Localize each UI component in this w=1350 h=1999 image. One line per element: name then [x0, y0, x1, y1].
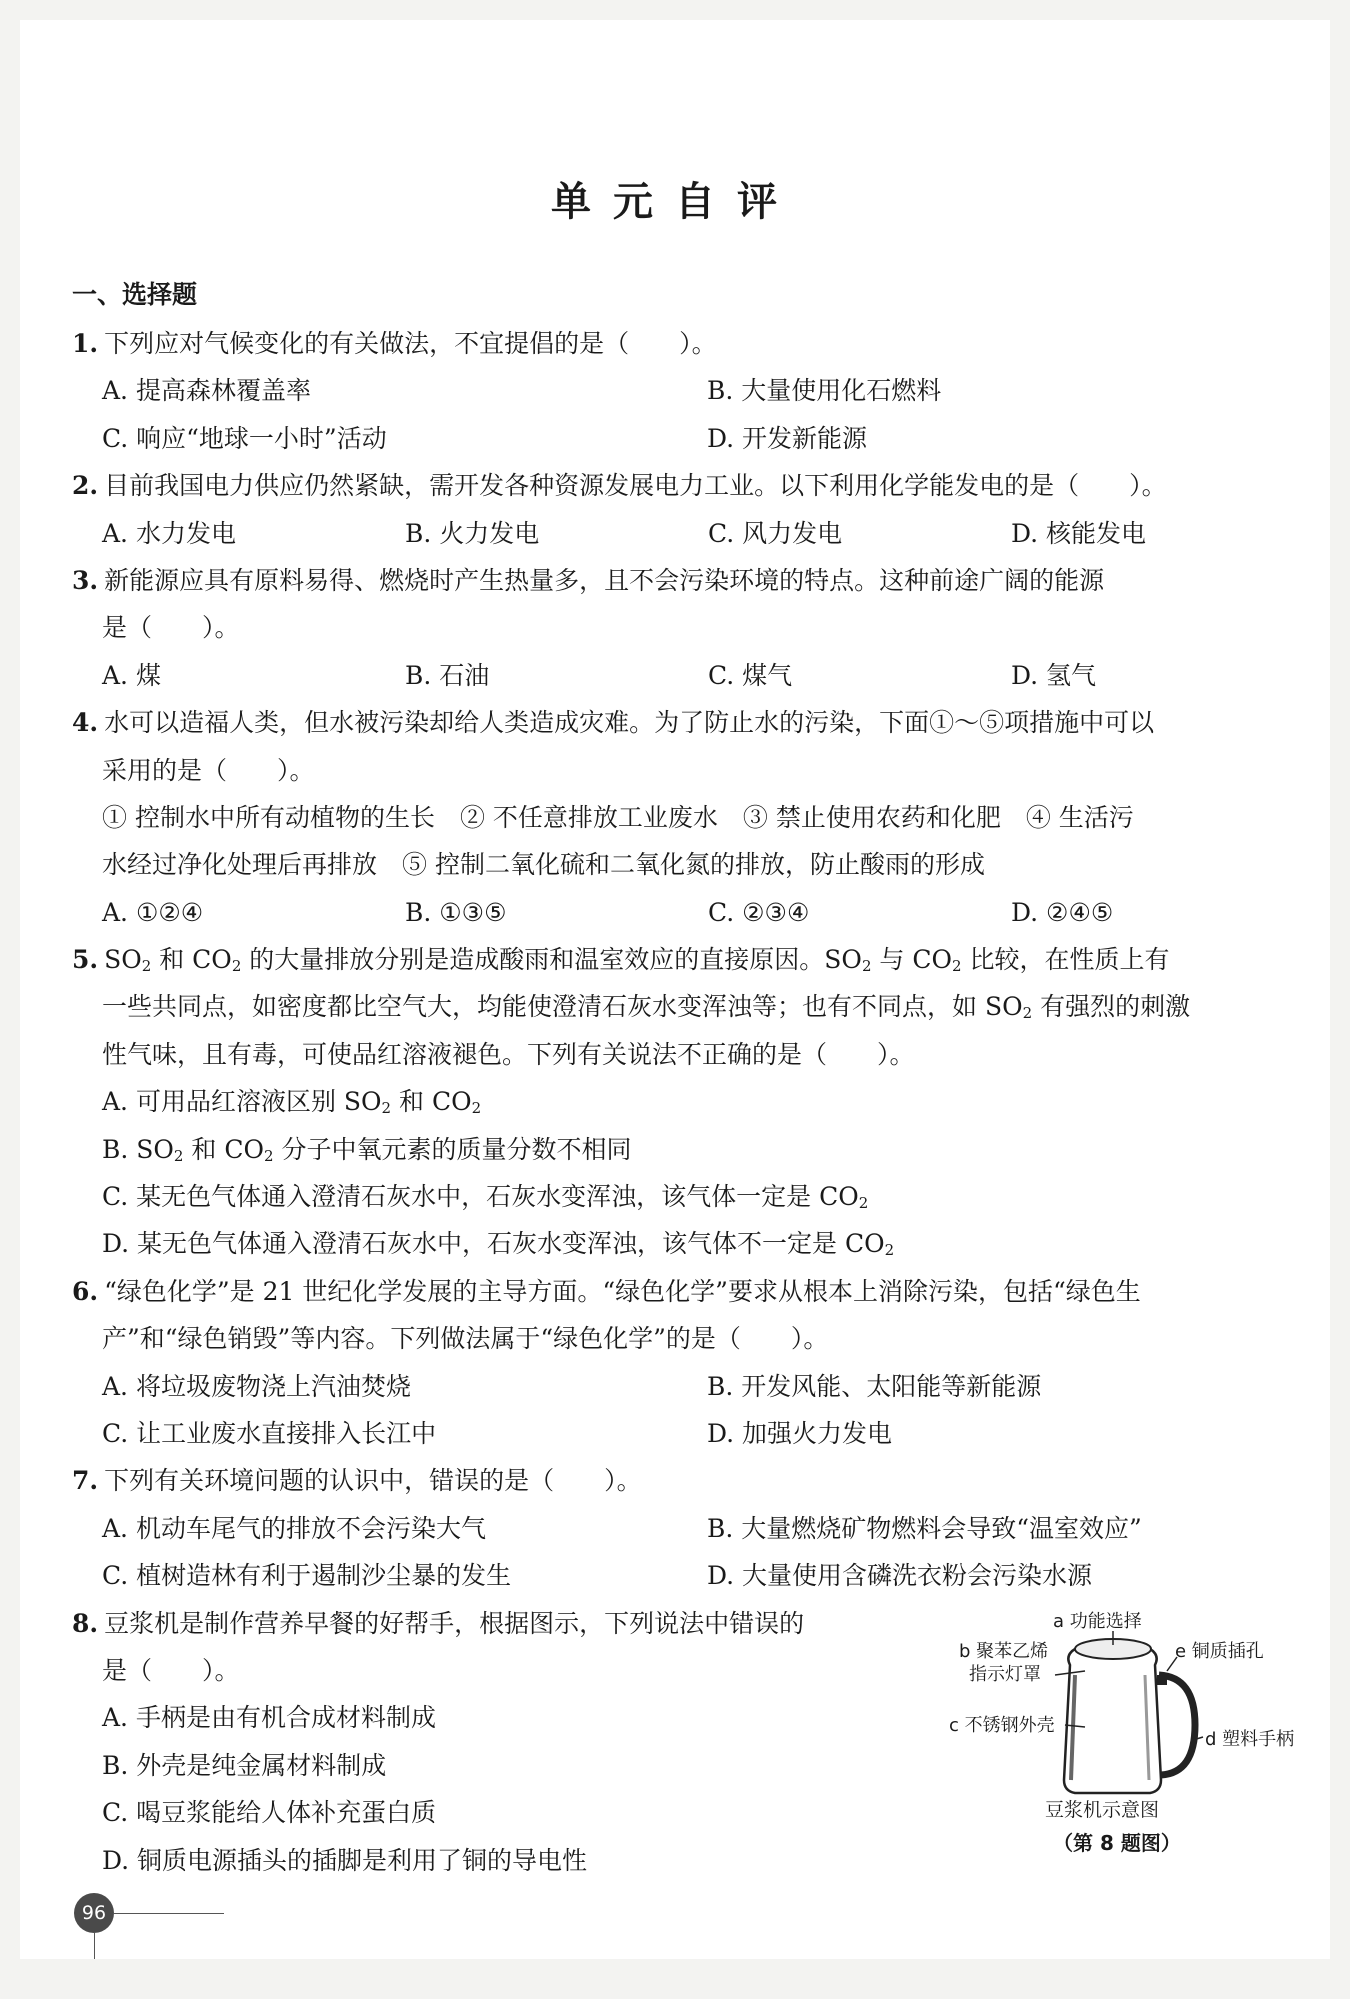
workbook-page [20, 20, 1330, 1959]
question-6-stem-cont: 产”和“绿色销毁”等内容。下列做法属于“绿色化学”的是（ ）。 [102, 1324, 829, 1354]
option-a: A. 提高森林覆盖率 [102, 376, 311, 406]
option-a: A. 将垃圾废物浇上汽油焚烧 [102, 1371, 411, 1401]
question-6-options-cd [72, 1410, 1287, 1457]
question-8-option-c: C. 喝豆浆能给人体补充蛋白质 [102, 1798, 437, 1828]
option-b: B. 火力发电 [405, 518, 540, 548]
question-4-stem: 4. 水可以造福人类，但水被污染却给人类造成灾难。为了防止水的污染，下面①～⑤项措施中可以 [72, 708, 1155, 738]
question-1-stem: 1. 下列应对气候变化的有关做法，不宜提倡的是（ ）。 [72, 329, 717, 358]
option-d: D. 开发新能源 [707, 423, 868, 453]
question-2-stem: 2. 目前我国电力供应仍然紧缺，需开发各种资源发展电力工业。以下利用化学能发电的是（ ）。 [72, 471, 1167, 501]
option-b: B. 大量燃烧矿物燃料会导致“温室效应” [707, 1513, 1142, 1543]
page-number-tick [94, 1933, 95, 1959]
option-a: A. 煤 [102, 660, 161, 690]
question-7-options-ab [72, 1505, 1287, 1552]
question-8-option-d: D. 铜质电源插头的插脚是利用了铜的导电性 [102, 1845, 588, 1875]
question-5-option-a: A. 可用品红溶液区别 $SO_2$ 和 $CO_2$ [102, 1087, 482, 1118]
option-c: C. 植树造林有利于遏制沙尘暴的发生 [102, 1561, 512, 1591]
option-b: B. 开发风能、太阳能等新能源 [707, 1371, 1042, 1401]
question-8-stem-cont: 是（ ）。 [102, 1655, 240, 1685]
option-d: D. 氢气 [1011, 660, 1097, 690]
question-1-options-ab [72, 367, 1287, 414]
question-3-stem: 3. 新能源应具有原料易得、燃烧时产生热量多，且不会污染环境的特点。这种前途广阔的能源 [72, 565, 1105, 595]
label-steel-shell: c 不锈钢外壳 [949, 1715, 1055, 1736]
question-3-stem-cont: 是（ ）。 [102, 613, 240, 643]
question-6-options-ab [72, 1363, 1287, 1410]
label-indicator-cover: b 聚苯乙烯 [959, 1641, 1049, 1662]
question-4-measures-1: ① 控制水中所有动植物的生长 ② 不任意排放工业废水 ③ 禁止使用农药和化肥 ④ 生活污 [102, 802, 1134, 832]
label-plastic-handle: d 塑料手柄 [1205, 1729, 1295, 1750]
question-2-options [72, 510, 1287, 557]
figure-name: 豆浆机示意图 [1045, 1799, 1160, 1821]
figure-caption: （第 8 题图） [1053, 1831, 1181, 1855]
option-c: C. 煤气 [708, 660, 793, 690]
option-d: D. 核能发电 [1011, 518, 1147, 548]
option-c: C. 响应“地球一小时”活动 [102, 423, 387, 453]
option-d: D. 大量使用含磷洗衣粉会污染水源 [707, 1561, 1093, 1591]
question-5-option-b: B. $SO_2$ 和 $CO_2$ 分子中氧元素的质量分数不相同 [102, 1134, 632, 1165]
page-number-rule [114, 1913, 224, 1914]
question-6-stem: 6. “绿色化学”是 21 世纪化学发展的主导方面。“绿色化学”要求从根本上消除污染，包括“绿色生 [72, 1276, 1141, 1306]
question-5-option-d: D. 某无色气体通入澄清石灰水中，石灰水变浑浊，该气体不一定是 $CO_2$ [102, 1229, 895, 1260]
question-4-measures-2: 水经过净化处理后再排放 ⑤ 控制二氧化硫和二氧化氮的排放，防止酸雨的形成 [102, 850, 985, 880]
question-8-stem: 8. 豆浆机是制作营养早餐的好帮手，根据图示，下列说法中错误的 [72, 1608, 805, 1638]
label-function-select: a 功能选择 [1053, 1611, 1142, 1632]
question-7-stem: 7. 下列有关环境问题的认识中，错误的是（ ）。 [72, 1466, 642, 1496]
label-copper-socket: e 铜质插孔 [1175, 1641, 1264, 1662]
question-1-options-cd [72, 415, 1287, 462]
option-c: C. ②③④ [708, 897, 810, 927]
option-d: D. ②④⑤ [1011, 897, 1114, 927]
question-4-stem-cont: 采用的是（ ）。 [102, 755, 315, 785]
question-8-option-a: A. 手柄是由有机合成材料制成 [102, 1703, 436, 1733]
question-7-options-cd [72, 1552, 1287, 1599]
page-number: 96 [74, 1893, 114, 1933]
option-b: B. 石油 [405, 660, 490, 690]
option-c: C. 风力发电 [708, 518, 843, 548]
question-8-option-b: B. 外壳是纯金属材料制成 [102, 1750, 387, 1780]
option-b: B. 大量使用化石燃料 [707, 376, 942, 406]
option-d: D. 加强火力发电 [707, 1418, 893, 1448]
option-b: B. ①③⑤ [405, 897, 507, 927]
option-c: C. 让工业废水直接排入长江中 [102, 1418, 437, 1448]
option-a: A. 机动车尾气的排放不会污染大气 [102, 1513, 486, 1543]
option-a: A. ①②④ [102, 897, 204, 927]
question-5-stem-cont-1: 一些共同点，如密度都比空气大，均能使澄清石灰水变浑浊等；也有不同点，如 $SO_2$ 有强烈的刺激 [102, 992, 1191, 1023]
question-5-stem-cont-2: 性气味，且有毒，可使品红溶液褪色。下列有关说法不正确的是（ ）。 [102, 1039, 915, 1069]
option-a: A. 水力发电 [102, 518, 236, 548]
label-indicator-cover-2: 指示灯罩 [969, 1664, 1041, 1685]
soymilk-machine-figure [925, 1605, 1295, 1865]
page-title: 单元自评 [551, 178, 799, 225]
question-3-options [72, 652, 1287, 699]
question-5-option-c: C. 某无色气体通入澄清石灰水中，石灰水变浑浊，该气体一定是 $CO_2$ [102, 1182, 869, 1213]
question-5-stem: 5. $SO_2$ 和 $CO_2$ 的大量排放分别是造成酸雨和温室效应的直接原因。$SO_2$ 与 $CO_2$ 比较，在性质上有 [72, 945, 1170, 976]
section-heading: 一、选择题 [72, 280, 198, 309]
question-4-options [72, 889, 1287, 936]
